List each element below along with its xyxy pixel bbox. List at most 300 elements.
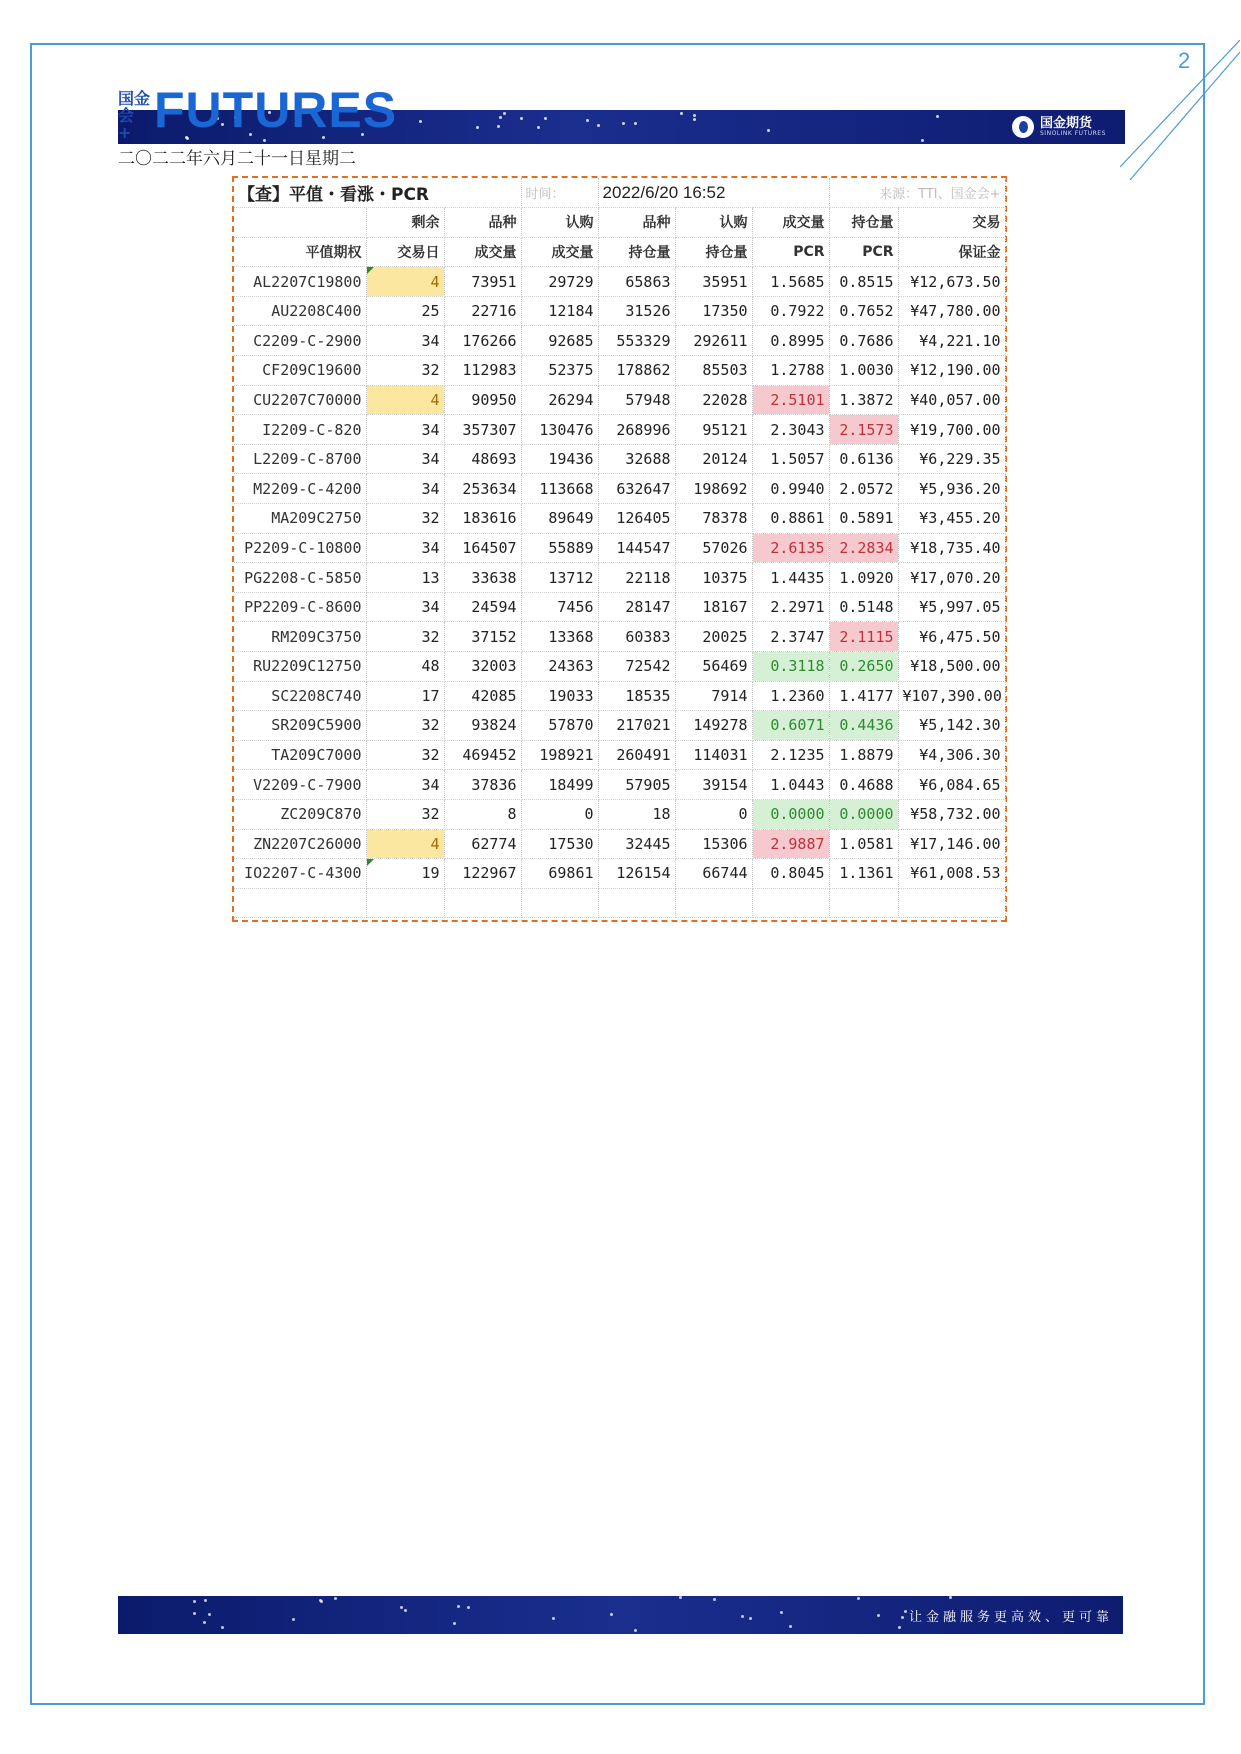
volume-pcr-cell: 1.5685 xyxy=(752,267,829,297)
company-logo-subtext: SINOLINK FUTURES xyxy=(1040,130,1106,137)
remaining-days-cell: 34 xyxy=(366,533,444,563)
option-code-cell: SC2208C740 xyxy=(234,681,366,711)
table-row xyxy=(234,652,1005,682)
margin-cell: ¥4,306.30 xyxy=(898,740,1005,770)
column-header: 成交量 xyxy=(521,237,598,267)
empty-cell xyxy=(234,888,366,918)
open-interest-cell: 144547 xyxy=(598,533,675,563)
volume-cell: 33638 xyxy=(444,563,521,593)
call-volume-cell: 13712 xyxy=(521,563,598,593)
option-code-cell: TA209C7000 xyxy=(234,740,366,770)
table-title-row xyxy=(234,178,1005,208)
call-volume-cell: 89649 xyxy=(521,504,598,534)
volume-pcr-cell: 0.7922 xyxy=(752,296,829,326)
column-header: 保证金 xyxy=(898,237,1005,267)
star-decoration xyxy=(320,1600,323,1603)
star-decoration xyxy=(552,1617,555,1620)
open-interest-cell: 72542 xyxy=(598,652,675,682)
table-header-row-2 xyxy=(234,237,1005,267)
option-code-cell: AU2208C400 xyxy=(234,296,366,326)
call-open-interest-cell: 18167 xyxy=(675,592,752,622)
option-code-cell: ZN2207C26000 xyxy=(234,829,366,859)
option-code-cell: P2209-C-10800 xyxy=(234,533,366,563)
star-decoration xyxy=(693,118,696,121)
star-decoration xyxy=(419,120,422,123)
call-volume-cell: 17530 xyxy=(521,829,598,859)
company-logo xyxy=(1012,114,1106,140)
oi-pcr-cell: 0.6136 xyxy=(829,444,898,474)
star-decoration xyxy=(537,126,540,129)
star-decoration xyxy=(520,117,523,120)
footer-slogan: 让金融服务更高效、更可靠 xyxy=(908,1610,1113,1625)
oi-pcr-cell: 0.7686 xyxy=(829,326,898,356)
column-header: 交易 xyxy=(898,208,1005,238)
volume-cell: 8 xyxy=(444,799,521,829)
oi-pcr-cell: 1.4177 xyxy=(829,681,898,711)
open-interest-cell: 65863 xyxy=(598,267,675,297)
volume-cell: 24594 xyxy=(444,592,521,622)
volume-cell: 32003 xyxy=(444,652,521,682)
table-row-empty xyxy=(234,888,1005,918)
oi-pcr-cell: 0.5148 xyxy=(829,592,898,622)
volume-cell: 42085 xyxy=(444,681,521,711)
column-header: 持仓量 xyxy=(675,237,752,267)
margin-cell: ¥12,673.50 xyxy=(898,267,1005,297)
star-decoration xyxy=(749,1617,752,1620)
oi-pcr-cell: 2.1573 xyxy=(829,415,898,445)
margin-cell: ¥3,455.20 xyxy=(898,504,1005,534)
call-volume-cell: 198921 xyxy=(521,740,598,770)
oi-pcr-cell: 1.0920 xyxy=(829,563,898,593)
star-decoration xyxy=(680,112,683,115)
star-decoration xyxy=(622,122,625,125)
open-interest-cell: 18 xyxy=(598,799,675,829)
star-decoration xyxy=(497,125,500,128)
margin-cell: ¥5,142.30 xyxy=(898,711,1005,741)
star-decoration xyxy=(713,1598,716,1601)
volume-pcr-cell: 0.0000 xyxy=(752,799,829,829)
open-interest-cell: 32688 xyxy=(598,444,675,474)
call-open-interest-cell: 39154 xyxy=(675,770,752,800)
volume-cell: 253634 xyxy=(444,474,521,504)
volume-pcr-cell: 1.0443 xyxy=(752,770,829,800)
remaining-days-cell: 19 xyxy=(366,859,444,889)
open-interest-cell: 32445 xyxy=(598,829,675,859)
call-volume-cell: 130476 xyxy=(521,415,598,445)
oi-pcr-cell: 0.7652 xyxy=(829,296,898,326)
open-interest-cell: 126154 xyxy=(598,859,675,889)
column-header: 认购 xyxy=(675,208,752,238)
empty-cell xyxy=(521,888,598,918)
oi-pcr-cell: 2.1115 xyxy=(829,622,898,652)
column-header: 成交量 xyxy=(444,237,521,267)
volume-pcr-cell: 1.4435 xyxy=(752,563,829,593)
column-header xyxy=(234,208,366,238)
empty-cell xyxy=(366,888,444,918)
star-decoration xyxy=(679,1596,682,1599)
volume-pcr-cell: 0.9940 xyxy=(752,474,829,504)
star-decoration xyxy=(634,122,637,125)
star-decoration xyxy=(904,1610,907,1613)
option-code-cell: ZC209C870 xyxy=(234,799,366,829)
star-decoration xyxy=(467,1606,470,1609)
call-volume-cell: 13368 xyxy=(521,622,598,652)
oi-pcr-cell: 0.4436 xyxy=(829,711,898,741)
call-volume-cell: 92685 xyxy=(521,326,598,356)
open-interest-cell: 18535 xyxy=(598,681,675,711)
volume-pcr-cell: 0.8861 xyxy=(752,504,829,534)
margin-cell: ¥19,700.00 xyxy=(898,415,1005,445)
time-label: 时间： xyxy=(521,178,598,208)
call-open-interest-cell: 57026 xyxy=(675,533,752,563)
margin-cell: ¥6,229.35 xyxy=(898,444,1005,474)
oi-pcr-cell: 0.4688 xyxy=(829,770,898,800)
open-interest-cell: 22118 xyxy=(598,563,675,593)
star-decoration xyxy=(780,1611,783,1614)
call-volume-cell: 26294 xyxy=(521,385,598,415)
call-volume-cell: 24363 xyxy=(521,652,598,682)
oi-pcr-cell: 0.8515 xyxy=(829,267,898,297)
table-row xyxy=(234,711,1005,741)
brand-en-text: FUTURES xyxy=(154,82,398,138)
brand-cn-text: 国金会 + xyxy=(118,89,151,142)
margin-cell: ¥6,475.50 xyxy=(898,622,1005,652)
volume-pcr-cell: 2.3043 xyxy=(752,415,829,445)
call-open-interest-cell: 10375 xyxy=(675,563,752,593)
open-interest-cell: 57905 xyxy=(598,770,675,800)
corner-decoration-lines xyxy=(1120,40,1240,180)
star-decoration xyxy=(203,1621,206,1624)
margin-cell: ¥17,146.00 xyxy=(898,829,1005,859)
margin-cell: ¥40,057.00 xyxy=(898,385,1005,415)
call-open-interest-cell: 66744 xyxy=(675,859,752,889)
oi-pcr-cell: 1.8879 xyxy=(829,740,898,770)
call-volume-cell: 18499 xyxy=(521,770,598,800)
remaining-days-cell: 32 xyxy=(366,740,444,770)
option-code-cell: RM209C3750 xyxy=(234,622,366,652)
table-row xyxy=(234,444,1005,474)
column-header: 平值期权 xyxy=(234,237,366,267)
remaining-days-cell: 32 xyxy=(366,504,444,534)
volume-pcr-cell: 2.1235 xyxy=(752,740,829,770)
pcr-table xyxy=(234,178,1006,918)
call-open-interest-cell: 20124 xyxy=(675,444,752,474)
table-row xyxy=(234,415,1005,445)
call-open-interest-cell: 114031 xyxy=(675,740,752,770)
volume-cell: 37152 xyxy=(444,622,521,652)
volume-cell: 176266 xyxy=(444,326,521,356)
oi-pcr-cell: 1.1361 xyxy=(829,859,898,889)
volume-pcr-cell: 2.6135 xyxy=(752,533,829,563)
company-logo-icon xyxy=(1012,116,1034,138)
table-row xyxy=(234,681,1005,711)
open-interest-cell: 178862 xyxy=(598,356,675,386)
call-volume-cell: 69861 xyxy=(521,859,598,889)
empty-cell xyxy=(752,888,829,918)
option-code-cell: CF209C19600 xyxy=(234,356,366,386)
star-decoration xyxy=(221,1626,224,1629)
call-open-interest-cell: 95121 xyxy=(675,415,752,445)
margin-cell: ¥4,221.10 xyxy=(898,326,1005,356)
remaining-days-cell: 4 xyxy=(366,829,444,859)
volume-cell: 357307 xyxy=(444,415,521,445)
open-interest-cell: 268996 xyxy=(598,415,675,445)
column-header: 品种 xyxy=(598,208,675,238)
star-decoration xyxy=(503,112,506,115)
volume-cell: 73951 xyxy=(444,267,521,297)
volume-pcr-cell: 0.6071 xyxy=(752,711,829,741)
table-row xyxy=(234,770,1005,800)
table-row xyxy=(234,622,1005,652)
open-interest-cell: 28147 xyxy=(598,592,675,622)
option-code-cell: C2209-C-2900 xyxy=(234,326,366,356)
star-decoration xyxy=(857,1597,860,1600)
remaining-days-cell: 34 xyxy=(366,444,444,474)
star-decoration xyxy=(936,115,939,118)
open-interest-cell: 553329 xyxy=(598,326,675,356)
volume-cell: 469452 xyxy=(444,740,521,770)
table-row xyxy=(234,533,1005,563)
table-row xyxy=(234,740,1005,770)
remaining-days-cell: 13 xyxy=(366,563,444,593)
volume-cell: 90950 xyxy=(444,385,521,415)
star-decoration xyxy=(453,1622,456,1625)
margin-cell: ¥61,008.53 xyxy=(898,859,1005,889)
call-volume-cell: 52375 xyxy=(521,356,598,386)
call-open-interest-cell: 7914 xyxy=(675,681,752,711)
call-open-interest-cell: 35951 xyxy=(675,267,752,297)
call-open-interest-cell: 17350 xyxy=(675,296,752,326)
remaining-days-cell: 17 xyxy=(366,681,444,711)
star-decoration xyxy=(767,129,770,132)
column-header: 持仓量 xyxy=(829,208,898,238)
margin-cell: ¥47,780.00 xyxy=(898,296,1005,326)
margin-cell: ¥18,500.00 xyxy=(898,652,1005,682)
star-decoration xyxy=(193,1600,196,1603)
call-open-interest-cell: 198692 xyxy=(675,474,752,504)
star-decoration xyxy=(292,1618,295,1621)
table-title: 【查】平值・看涨・PCR xyxy=(234,178,521,208)
star-decoration xyxy=(610,1613,613,1616)
column-header: 剩余 xyxy=(366,208,444,238)
star-decoration xyxy=(204,1599,207,1602)
table-body xyxy=(234,267,1005,918)
remaining-days-cell: 48 xyxy=(366,652,444,682)
option-code-cell: AL2207C19800 xyxy=(234,267,366,297)
star-decoration xyxy=(949,1596,952,1599)
call-volume-cell: 29729 xyxy=(521,267,598,297)
volume-pcr-cell: 1.2788 xyxy=(752,356,829,386)
option-code-cell: MA209C2750 xyxy=(234,504,366,534)
margin-cell: ¥18,735.40 xyxy=(898,533,1005,563)
margin-cell: ¥5,936.20 xyxy=(898,474,1005,504)
oi-pcr-cell: 2.0572 xyxy=(829,474,898,504)
star-decoration xyxy=(400,1606,403,1609)
open-interest-cell: 57948 xyxy=(598,385,675,415)
remaining-days-cell: 34 xyxy=(366,415,444,445)
volume-pcr-cell: 0.3118 xyxy=(752,652,829,682)
star-decoration xyxy=(476,126,479,129)
call-volume-cell: 0 xyxy=(521,799,598,829)
column-header: PCR xyxy=(752,237,829,267)
open-interest-cell: 126405 xyxy=(598,504,675,534)
volume-cell: 22716 xyxy=(444,296,521,326)
remaining-days-cell: 32 xyxy=(366,711,444,741)
call-volume-cell: 19436 xyxy=(521,444,598,474)
margin-cell: ¥58,732.00 xyxy=(898,799,1005,829)
open-interest-cell: 60383 xyxy=(598,622,675,652)
remaining-days-cell: 34 xyxy=(366,592,444,622)
volume-cell: 62774 xyxy=(444,829,521,859)
star-decoration xyxy=(193,1612,196,1615)
remaining-days-cell: 32 xyxy=(366,356,444,386)
star-decoration xyxy=(544,117,547,120)
source-label: 来源：TTI、国金会+ xyxy=(829,178,1005,208)
remaining-days-cell: 4 xyxy=(366,385,444,415)
remaining-days-cell: 32 xyxy=(366,622,444,652)
remaining-days-cell: 34 xyxy=(366,326,444,356)
empty-cell xyxy=(675,888,752,918)
call-open-interest-cell: 149278 xyxy=(675,711,752,741)
call-open-interest-cell: 78378 xyxy=(675,504,752,534)
margin-cell: ¥107,390.00 xyxy=(898,681,1005,711)
call-volume-cell: 57870 xyxy=(521,711,598,741)
table-row xyxy=(234,563,1005,593)
star-decoration xyxy=(877,1614,880,1617)
call-open-interest-cell: 0 xyxy=(675,799,752,829)
oi-pcr-cell: 0.5891 xyxy=(829,504,898,534)
remaining-days-cell: 34 xyxy=(366,770,444,800)
table-header-row-1 xyxy=(234,208,1005,238)
column-header: 成交量 xyxy=(752,208,829,238)
star-decoration xyxy=(693,114,696,117)
call-open-interest-cell: 292611 xyxy=(675,326,752,356)
star-decoration xyxy=(334,1597,337,1600)
call-open-interest-cell: 56469 xyxy=(675,652,752,682)
call-open-interest-cell: 22028 xyxy=(675,385,752,415)
star-decoration xyxy=(499,116,502,119)
table-row xyxy=(234,356,1005,386)
option-code-cell: M2209-C-4200 xyxy=(234,474,366,504)
volume-cell: 37836 xyxy=(444,770,521,800)
column-header: 交易日 xyxy=(366,237,444,267)
table-row xyxy=(234,296,1005,326)
call-volume-cell: 12184 xyxy=(521,296,598,326)
volume-cell: 93824 xyxy=(444,711,521,741)
table-row xyxy=(234,385,1005,415)
volume-pcr-cell: 2.9887 xyxy=(752,829,829,859)
option-code-cell: PP2209-C-8600 xyxy=(234,592,366,622)
option-code-cell: I2209-C-820 xyxy=(234,415,366,445)
open-interest-cell: 31526 xyxy=(598,296,675,326)
open-interest-cell: 632647 xyxy=(598,474,675,504)
volume-pcr-cell: 0.8995 xyxy=(752,326,829,356)
star-decoration xyxy=(586,119,589,122)
oi-pcr-cell: 1.0581 xyxy=(829,829,898,859)
star-decoration xyxy=(921,139,924,142)
oi-pcr-cell: 0.2650 xyxy=(829,652,898,682)
page-number: 2 xyxy=(1178,48,1191,73)
option-code-cell: L2209-C-8700 xyxy=(234,444,366,474)
volume-cell: 122967 xyxy=(444,859,521,889)
star-decoration xyxy=(457,1605,460,1608)
star-decoration xyxy=(404,1609,407,1612)
volume-cell: 164507 xyxy=(444,533,521,563)
remaining-days-cell: 4 xyxy=(366,267,444,297)
remaining-days-cell: 32 xyxy=(366,799,444,829)
empty-cell xyxy=(598,888,675,918)
table-row xyxy=(234,592,1005,622)
star-decoration xyxy=(208,1613,211,1616)
table-row xyxy=(234,829,1005,859)
call-volume-cell: 55889 xyxy=(521,533,598,563)
star-decoration xyxy=(741,1615,744,1618)
empty-cell xyxy=(829,888,898,918)
table-row xyxy=(234,504,1005,534)
oi-pcr-cell: 2.2834 xyxy=(829,533,898,563)
call-open-interest-cell: 85503 xyxy=(675,356,752,386)
option-code-cell: SR209C5900 xyxy=(234,711,366,741)
column-header: 品种 xyxy=(444,208,521,238)
call-volume-cell: 113668 xyxy=(521,474,598,504)
pcr-table-container xyxy=(232,176,1007,922)
footer-band xyxy=(118,1596,1123,1634)
star-decoration xyxy=(901,1616,904,1619)
volume-cell: 48693 xyxy=(444,444,521,474)
star-decoration xyxy=(597,124,600,127)
option-code-cell: PG2208-C-5850 xyxy=(234,563,366,593)
option-code-cell: RU2209C12750 xyxy=(234,652,366,682)
table-row xyxy=(234,859,1005,889)
call-open-interest-cell: 20025 xyxy=(675,622,752,652)
column-header: 持仓量 xyxy=(598,237,675,267)
volume-pcr-cell: 2.2971 xyxy=(752,592,829,622)
margin-cell: ¥6,084.65 xyxy=(898,770,1005,800)
volume-pcr-cell: 2.5101 xyxy=(752,385,829,415)
column-header: PCR xyxy=(829,237,898,267)
volume-pcr-cell: 1.5057 xyxy=(752,444,829,474)
table-row xyxy=(234,799,1005,829)
remaining-days-cell: 34 xyxy=(366,474,444,504)
open-interest-cell: 217021 xyxy=(598,711,675,741)
call-volume-cell: 19033 xyxy=(521,681,598,711)
option-code-cell: CU2207C70000 xyxy=(234,385,366,415)
open-interest-cell: 260491 xyxy=(598,740,675,770)
report-date: 二〇二二年六月二十一日星期二 xyxy=(118,149,356,169)
volume-cell: 112983 xyxy=(444,356,521,386)
margin-cell: ¥17,070.20 xyxy=(898,563,1005,593)
table-row xyxy=(234,326,1005,356)
company-logo-text: 国金期货 xyxy=(1040,116,1093,131)
empty-cell xyxy=(444,888,521,918)
time-value: 2022/6/20 16:52 xyxy=(598,178,829,208)
margin-cell: ¥12,190.00 xyxy=(898,356,1005,386)
option-code-cell: V2209-C-7900 xyxy=(234,770,366,800)
table-row xyxy=(234,474,1005,504)
star-decoration xyxy=(898,1626,901,1629)
oi-pcr-cell: 1.3872 xyxy=(829,385,898,415)
oi-pcr-cell: 1.0030 xyxy=(829,356,898,386)
remaining-days-cell: 25 xyxy=(366,296,444,326)
call-volume-cell: 7456 xyxy=(521,592,598,622)
oi-pcr-cell: 0.0000 xyxy=(829,799,898,829)
star-decoration xyxy=(789,1625,792,1628)
margin-cell: ¥5,997.05 xyxy=(898,592,1005,622)
volume-pcr-cell: 1.2360 xyxy=(752,681,829,711)
call-open-interest-cell: 15306 xyxy=(675,829,752,859)
empty-cell xyxy=(898,888,1005,918)
volume-pcr-cell: 2.3747 xyxy=(752,622,829,652)
